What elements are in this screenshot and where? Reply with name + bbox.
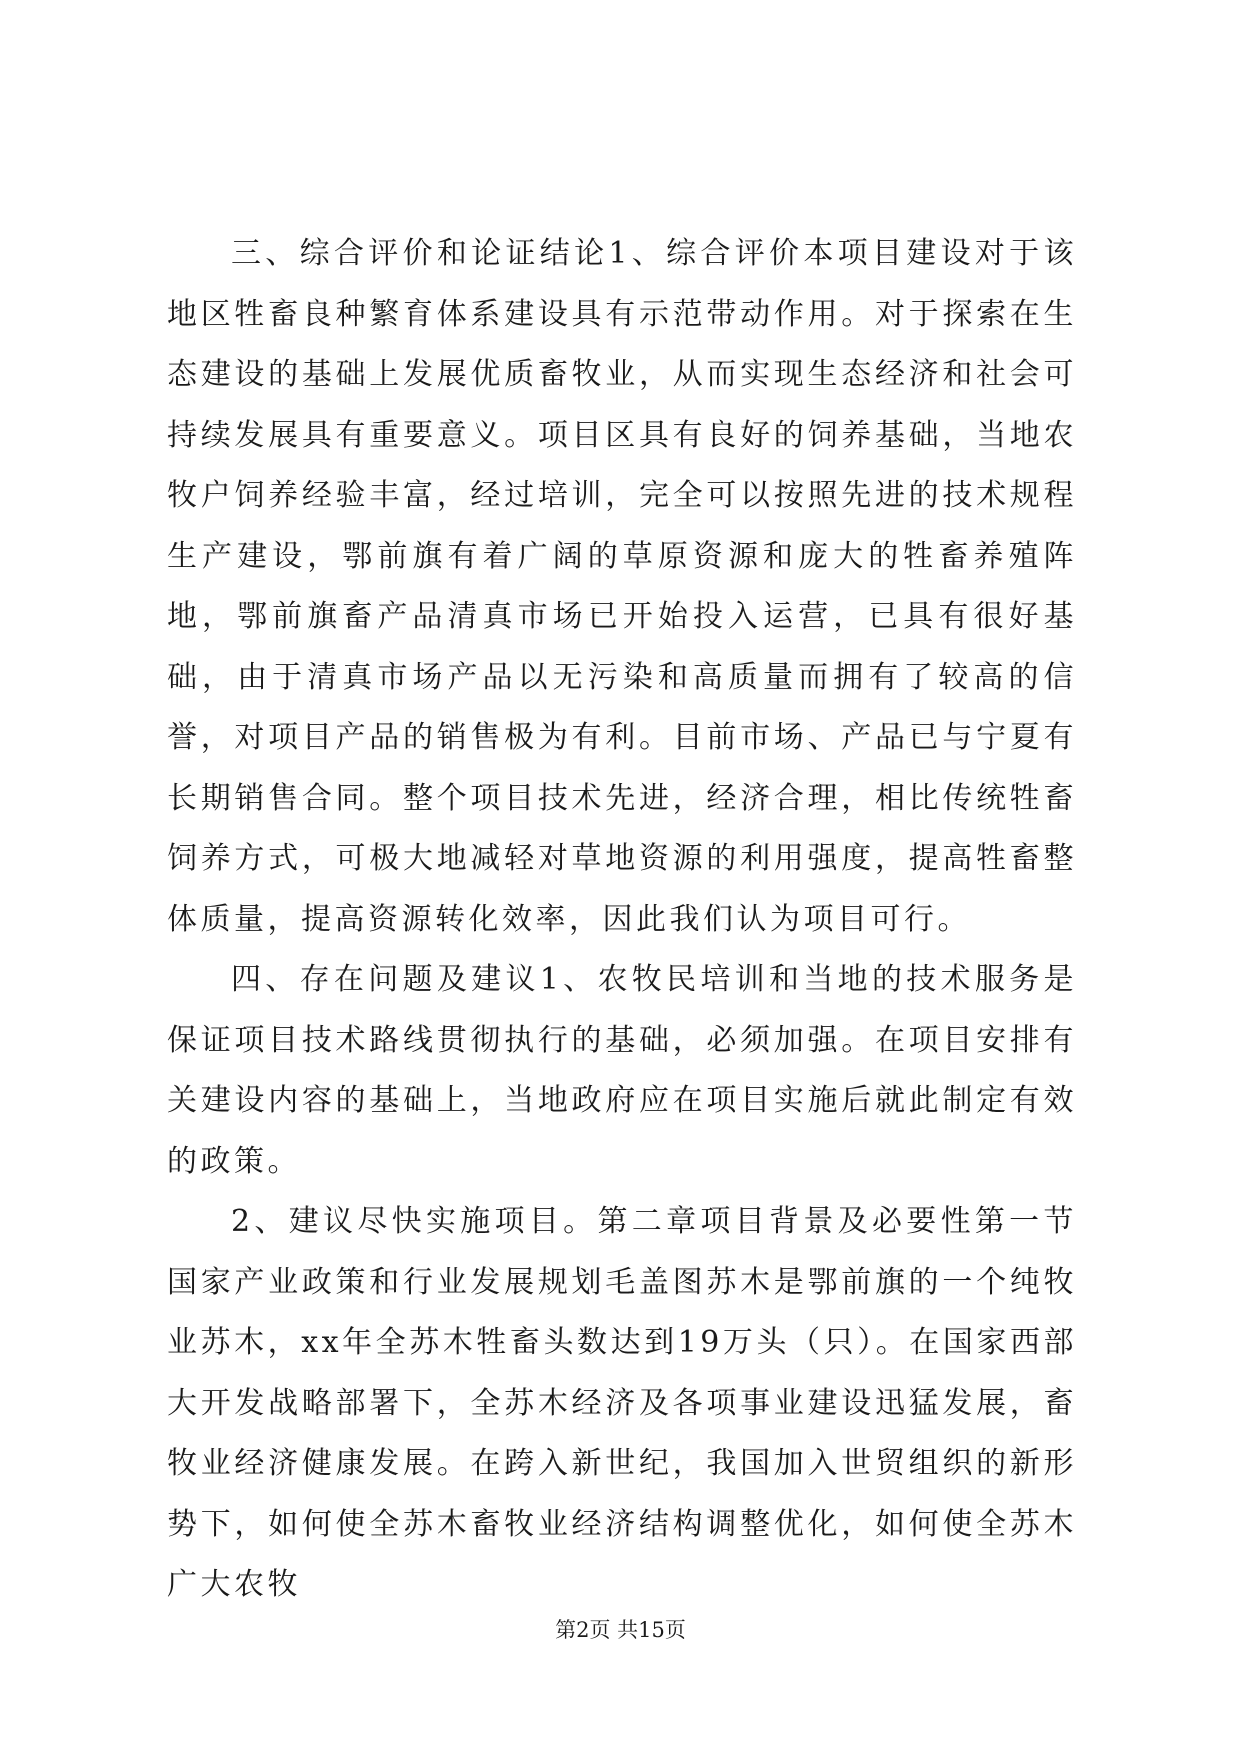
document-body [167,224,1077,1616]
paragraph-project-background: 2、建议尽快实施项目。第二章项目背景及必要性第一节国家产业政策和行业发展规划毛盖图苏木是鄂前旗的一个纯牧业苏木，xx年全苏木牲畜头数达到19万头（只）。在国家西部大开发战略部署下，全苏木经济及各项事业建设迅猛发展，畜牧业经济健康发展。在跨入新世纪，我国加入世贸组织的新形势下，如何使全苏木畜牧业经济结构调整优化，如何使全苏木广大农牧 [167,1204,1077,1602]
paragraph-evaluation-conclusion: 三、综合评价和论证结论1、综合评价本项目建设对于该地区牲畜良种繁育体系建设具有示范带动作用。对于探索在生态建设的基础上发展优质畜牧业，从而实现生态经济和社会可持续发展具有重要意义。项目区具有良好的饲养基础，当地农牧户饲养经验丰富，经过培训，完全可以按照先进的技术规程生产建设，鄂前旗有着广阔的草原资源和庞大的牲畜养殖阵地，鄂前旗畜产品清真市场已开始投入运营，已具有很好基础，由于清真市场产品以无污染和高质量而拥有了较高的信誉，对项目产品的销售极为有利。目前市场、产品已与宁夏有长期销售合同。整个项目技术先进，经济合理，相比传统牲畜饲养方式，可极大地减轻对草地资源的利用强度，提高牲畜整体质量，提高资源转化效率，因此我们认为项目可行。 [167,236,1077,937]
page-number-footer: 第2页 共15页 [555,1618,686,1642]
paragraph-problems-suggestions: 四、存在问题及建议1、农牧民培训和当地的技术服务是保证项目技术路线贯彻执行的基础，必须加强。在项目安排有关建设内容的基础上，当地政府应在项目实施后就此制定有效的政策。 [167,962,1077,1179]
